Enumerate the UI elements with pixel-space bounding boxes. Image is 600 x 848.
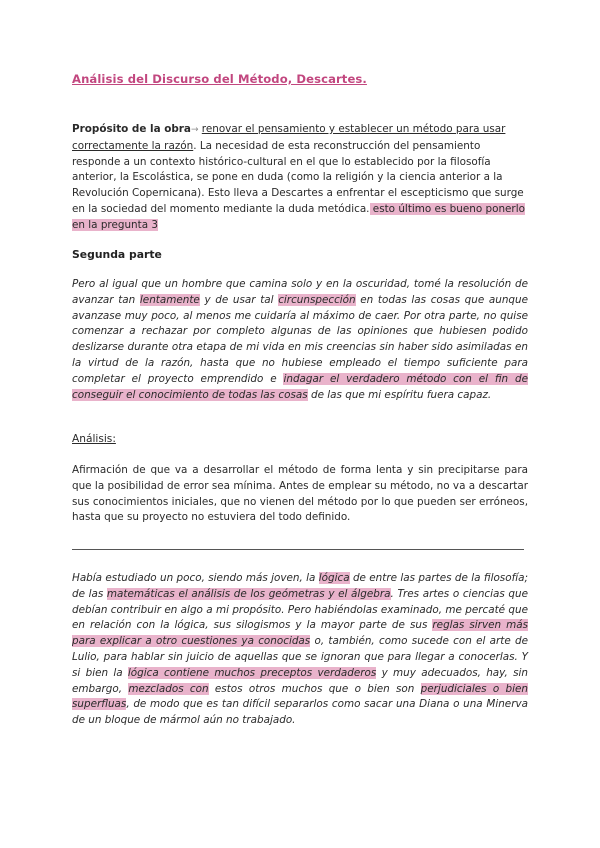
divider — [72, 549, 524, 550]
quote2-highlight-1: lógica — [318, 572, 350, 584]
quote2-text-3: . Tres artes o ciencias que debían contribuir en algo a mi propósito. Pero habiéndolas examinado, me percaté que en relación con la lógica, sus silogismos y la mayor parte de sus — [72, 587, 529, 632]
purpose-highlight: esto último es bueno ponerlo en la pregunta 3 — [72, 202, 525, 231]
quote1-text-1: Pero al igual que un hombre que camina solo y en la oscuridad, tomé la resolución de avanzar tan — [72, 278, 528, 306]
purpose-label: Propósito de la obra — [72, 123, 191, 135]
purpose-paragraph — [72, 122, 528, 234]
quote2-text-6: estos otros muchos que o bien son — [208, 682, 421, 695]
arrow-icon: → — [190, 125, 199, 135]
quote2-highlight-2: matemáticas el análisis de los geómetras y el álgebra — [106, 587, 391, 600]
quote2-highlight-6: perjudiciales o bien superfluas — [72, 682, 528, 711]
quote1-highlight-2: circunspección — [278, 293, 356, 306]
quote2-text-1: Había estudiado un poco, siendo más joven, la — [72, 572, 319, 584]
quote1-highlight-1: lentamente — [139, 293, 200, 306]
quote1-text-2: y de usar tal — [199, 293, 279, 306]
quote-paragraph-2 — [72, 571, 528, 729]
quote2-text-5: y muy adecuados, hay, sin embargo, — [72, 666, 528, 695]
analysis-label: Análisis: — [72, 433, 116, 445]
quote2-text-2: de entre las partes de la filosofía; de las — [72, 572, 528, 600]
quote2-highlight-4: lógica contiene muchos preceptos verdaderos — [127, 666, 377, 679]
quote2-text-7: , de modo que es tan difícil separarlos como sacar una Diana o una Minerva de un bloque de mármol aún no trabajado. — [72, 698, 528, 727]
quote2-highlight-5: mezclados con — [128, 682, 209, 695]
quote2-text-4: o, también, como sucede con el arte de Lulio, para hablar sin juicio de aquellas que se ignoran que para llegar a conocerlas. Y si bien la — [72, 635, 528, 679]
quote1-highlight-3: indagar el verdadero método con el fin de conseguir el conocimiento de todas las cosas — [72, 372, 528, 401]
quote1-text-4: de las que mi espíritu fuera capaz. — [307, 388, 492, 401]
purpose-underlined: renovar el pensamiento y establecer un método para usar correctamente la razón — [72, 123, 506, 152]
analysis-paragraph: Afirmación de que va a desarrollar el método de forma lenta y sin precipitarse para que la posibilidad de error sea mínima. Antes de emplear su método, no va a descartar sus conocimientos iniciales, que no vienen del método por lo que pueden ser erróneos, hasta que su proyecto no estuviera del todo definido. — [72, 464, 528, 524]
quote-paragraph-1 — [72, 277, 528, 403]
quote2-highlight-3: reglas sirven más para explicar a otro cuestiones ya conocidas — [72, 619, 529, 648]
quote1-text-3: en todas las cosas que aunque avanzase muy poco, al menos me cuidaría al máximo de caer. Por otra parte, no quise comenzar a rechazar por completo algunas de las opiniones que hubiesen podido deslizarse durante otra etapa de mi vida en mis creencias sin haber sido asimiladas en la virtud de la razón, hasta que no hubiese empleado el tiempo suficiente para completar el proyecto emprendido e — [72, 293, 528, 385]
purpose-text: . La necesidad de esta reconstrucción del pensamiento responde a un contexto histórico-cultural en el que lo establecido por la filosofía anterior, la Escolástica, se pone en duda (como la religión y la ciencia anterior a la Revolución Copernicana). Esto lleva a Descartes a enfrentar el escepticismo que surge en la sociedad del momento mediante la duda metódica. — [72, 139, 524, 215]
section-heading: Segunda parte — [72, 248, 162, 261]
document-title: Análisis del Discurso del Método, Descartes. — [72, 72, 367, 86]
